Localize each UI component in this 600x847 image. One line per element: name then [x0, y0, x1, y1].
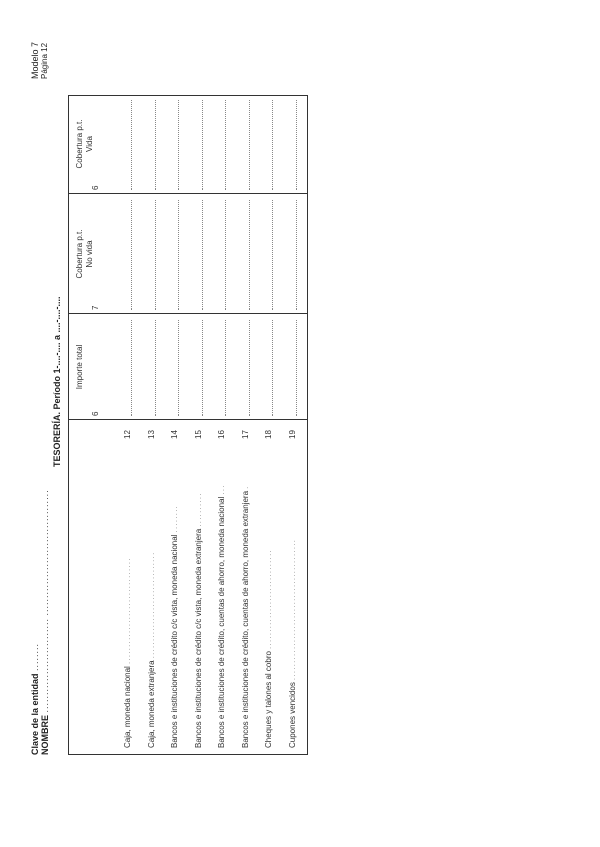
row-label	[241, 485, 250, 748]
row-label	[217, 484, 226, 748]
col-number-importe: 6	[91, 411, 100, 416]
col-header-cobertura-vida	[75, 94, 95, 194]
row-label	[194, 492, 203, 748]
col-header-vida-label-2: Vida	[85, 136, 94, 152]
col-header-no-vida-label-2: No vida	[85, 240, 94, 268]
row-label	[288, 539, 297, 748]
modelo-label: Modelo 7	[30, 41, 40, 79]
col-number-no-vida: 7	[91, 305, 100, 310]
col-header-cobertura-no-vida	[75, 194, 95, 314]
row-leader-dots: ........	[172, 504, 179, 533]
nombre-dots: ...........................	[40, 617, 50, 713]
entry-field[interactable]	[272, 320, 273, 416]
row-leader-dots: .	[242, 485, 250, 489]
clave-entidad-line	[30, 643, 40, 755]
row-label-text: Bancos e instituciones de crédito, cuentas de ahorro, moneda extranjera	[240, 490, 250, 748]
entry-field[interactable]	[296, 100, 297, 190]
clave-entidad-dots: ........	[30, 642, 40, 671]
clave-entidad-label: Clave de la entidad	[30, 673, 40, 755]
entry-field[interactable]	[225, 200, 226, 310]
entry-field[interactable]	[272, 200, 273, 310]
entry-field[interactable]	[202, 100, 203, 190]
row-label-text: Cupones vencidos	[287, 682, 297, 748]
row-number: 19	[287, 430, 297, 439]
table-row	[282, 94, 304, 754]
row-label-text: Caja, moneda extranjera	[146, 660, 156, 748]
pagina-label: Página 12	[40, 42, 49, 79]
row-label	[170, 505, 179, 748]
entry-field[interactable]	[131, 320, 132, 416]
row-leader-dots: ..........	[195, 492, 203, 527]
row-number: 16	[217, 430, 226, 439]
entry-field[interactable]	[296, 200, 297, 310]
entry-field[interactable]	[178, 100, 179, 190]
row-leader-dots: ...	[219, 484, 226, 495]
table-row	[235, 94, 257, 754]
col-header-importe-total	[75, 314, 85, 420]
row-number: 14	[170, 430, 179, 439]
nombre-dots-2: ....................................	[40, 489, 50, 616]
row-label-text: Cheques y talones al cobro	[264, 651, 273, 748]
col-header-importe-label: Importe total	[75, 344, 84, 390]
page-title: TESORERÍA. Período 1-....-.... a ....-....-....	[52, 296, 62, 467]
col-header-vida-label: Cobertura p.t.	[75, 119, 84, 169]
row-number: 17	[240, 430, 250, 439]
row-number: 12	[123, 430, 132, 439]
row-label-text: Bancos e instituciones de crédito c/c vista, moneda extranjera	[193, 528, 203, 748]
row-number: 15	[193, 430, 203, 439]
row-label-text: Bancos e instituciones de crédito, cuentas de ahorro, moneda nacional	[217, 496, 226, 748]
row-number: 13	[146, 430, 156, 439]
tesoreria-table	[68, 95, 308, 755]
row-leader-dots: .........................................	[289, 538, 297, 680]
table-row	[141, 94, 163, 754]
entry-field[interactable]	[202, 320, 203, 416]
row-label-text: Caja, moneda nacional	[123, 666, 132, 748]
entry-field[interactable]	[272, 100, 273, 190]
row-leader-dots: .............................	[266, 548, 273, 649]
row-label	[123, 557, 132, 748]
table-row	[188, 94, 210, 754]
row-leader-dots: ...............................	[148, 551, 156, 659]
table-row	[211, 94, 233, 754]
entry-field[interactable]	[296, 320, 297, 416]
entry-field[interactable]	[225, 100, 226, 190]
col-number-vida: 6	[91, 185, 100, 190]
entry-field[interactable]	[178, 320, 179, 416]
modelo-block	[30, 42, 50, 79]
row-leader-dots: ...............................	[125, 557, 132, 664]
nombre-line	[40, 489, 50, 755]
entry-field[interactable]	[155, 100, 156, 190]
entry-field[interactable]	[131, 200, 132, 310]
entry-field[interactable]	[155, 200, 156, 310]
entry-field[interactable]	[155, 320, 156, 416]
table-row	[258, 94, 280, 754]
entry-field[interactable]	[249, 320, 250, 416]
row-label-text: Bancos e instituciones de crédito c/c vista, moneda nacional	[170, 534, 179, 748]
entry-field[interactable]	[131, 100, 132, 190]
table-row	[117, 94, 139, 754]
nombre-label: NOMBRE	[40, 715, 50, 755]
entry-field[interactable]	[249, 200, 250, 310]
row-label	[147, 551, 156, 748]
row-number: 18	[264, 430, 273, 439]
entry-field[interactable]	[178, 200, 179, 310]
entry-field[interactable]	[225, 320, 226, 416]
table-row	[164, 94, 186, 754]
col-header-no-vida-label: Cobertura p.t.	[75, 229, 84, 279]
entry-field[interactable]	[249, 100, 250, 190]
entry-field[interactable]	[202, 200, 203, 310]
row-label	[264, 549, 273, 748]
